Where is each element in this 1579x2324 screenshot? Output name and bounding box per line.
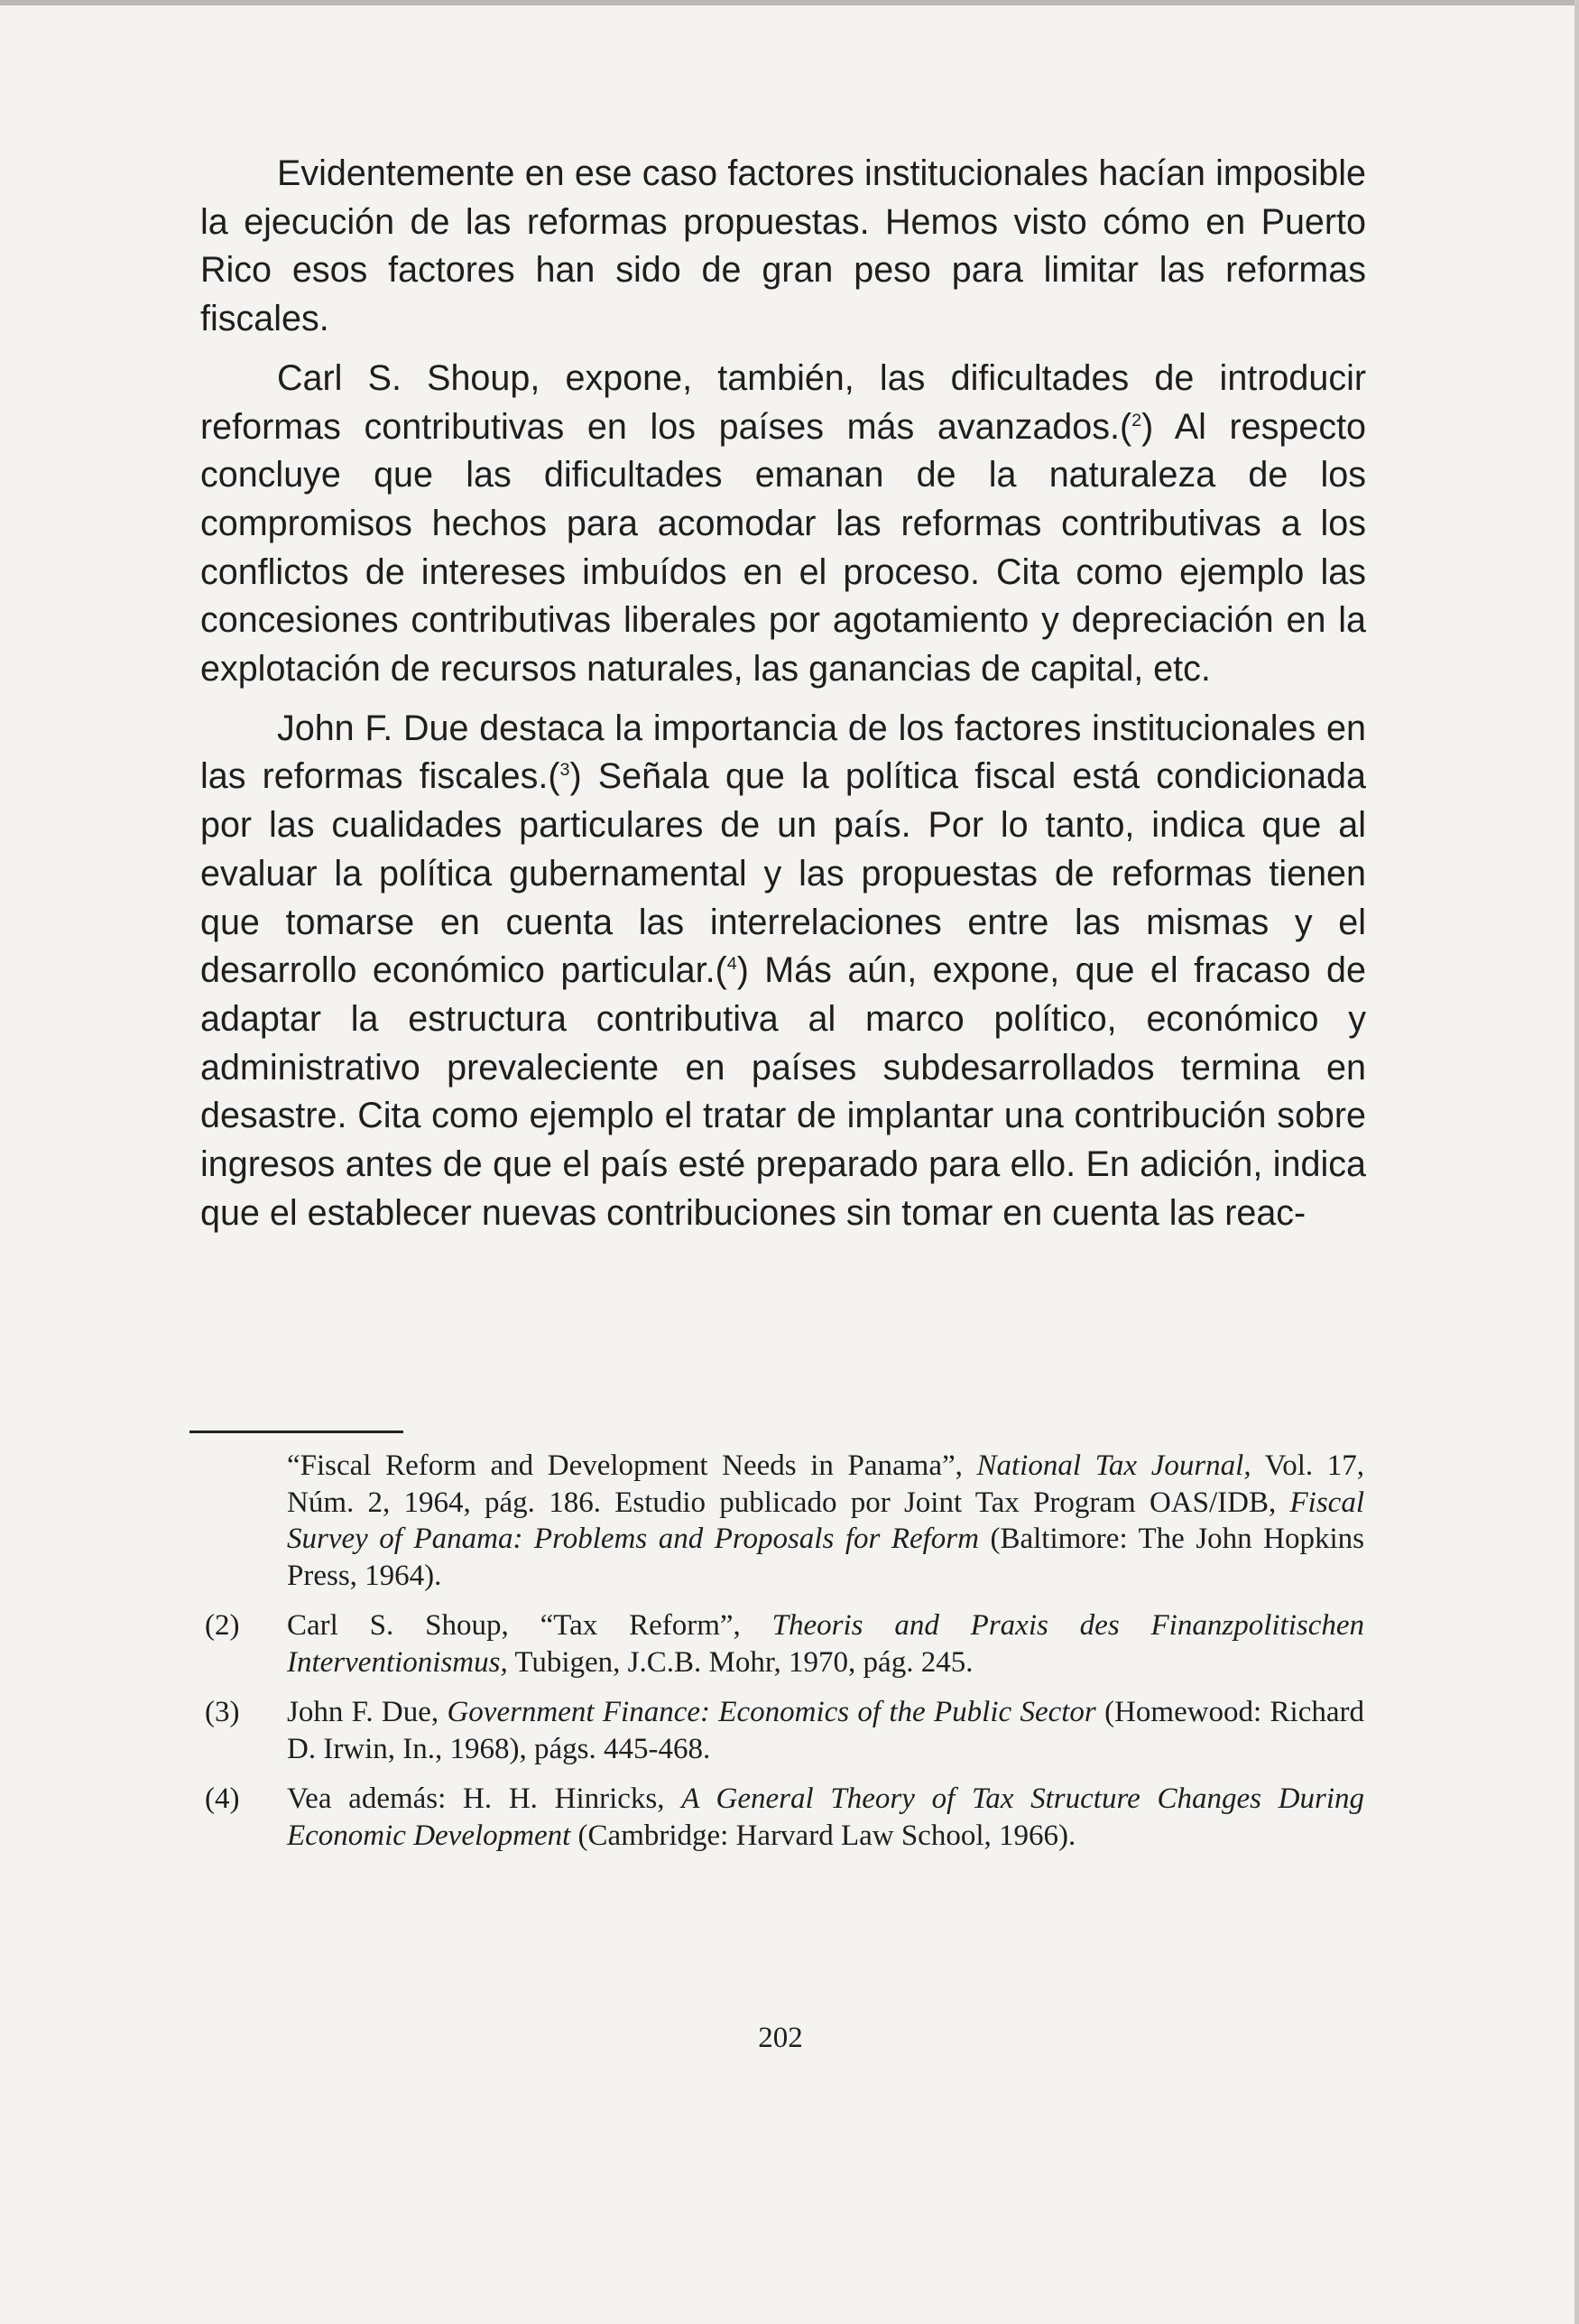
footnote-number: (3) (205, 1696, 240, 1728)
paragraph-3-part-b: ) Señala que la política fiscal está condicionada por las cualidades particulares de un país. Por lo tanto, indica que al evaluar la política gubernamental y las propuestas de reformas tienen que tomarse en cuenta las interrelaciones entre las mismas y el desarrollo económico particular.( (200, 756, 1366, 991)
footnote-text (287, 1781, 1364, 1854)
footnote-2 (199, 1607, 1364, 1681)
paragraph-3-part-c: ) Más aún, expone, que el fracaso de adaptar la estructura contributiva al marco político, económico y administrativo prevaleciente en países subdesarrollados termina en desastre. Cita como ejemplo el tratar de implantar una contribución sobre ingresos antes de que el país esté preparado para ello. En adición, indica que el establecer nuevas contribuciones sin tomar en cuenta las reac- (200, 950, 1366, 1233)
footnote-separator (189, 1431, 403, 1433)
paragraph-2 (200, 355, 1366, 694)
paragraph-1: Evidentemente en ese caso factores institucionales hacían imposible la ejecución de las reformas propuestas. Hemos visto cómo en Puerto Rico esos factores han sido de gran peso para limitar las reformas fiscales. (200, 153, 1366, 339)
footnote-2-book-title: Theoris and Praxis des Finanzpolitischen Interventionismus, (287, 1609, 1364, 1679)
footnote-4-text-a: Vea además: H. H. Hinricks, (287, 1782, 682, 1815)
footnote-1-text-c: (Baltimore: The John Hopkins Press, 1964). (287, 1523, 1364, 1592)
footnote-4-text-b: (Cambridge: Harvard Law School, 1966). (570, 1819, 1076, 1852)
footnote-4-book-title: A General Theory of Tax Structure Changes During Economic Development (287, 1782, 1364, 1852)
footnote-number (199, 1448, 287, 1594)
paragraph-3-part-a: John F. Due destaca la importancia de los factores institucionales en las reformas fiscales.( (200, 708, 1366, 797)
footnote-1-book-title: Fiscal Survey of Panama: Problems and Proposals for Reform (287, 1486, 1364, 1555)
footnote-3 (199, 1694, 1364, 1767)
footnote-text (287, 1694, 1364, 1767)
footnote-number: (4) (205, 1782, 240, 1815)
page-top-edge (0, 0, 1579, 5)
footnote-1-journal-title: National Tax Journal, (976, 1449, 1251, 1482)
footnote-2-text-a: Carl S. Shoup, “Tax Reform”, (287, 1609, 772, 1642)
page-right-edge (1574, 0, 1579, 2324)
footnote-3-text-a: John F. Due, (287, 1696, 448, 1728)
paragraph-3 (200, 705, 1366, 1238)
footnote-1-text-b: Vol. 17, Núm. 2, 1964, pág. 186. Estudio publicado por Joint Tax Program OAS/IDB, (287, 1449, 1364, 1519)
footnote-1 (199, 1448, 1364, 1594)
paragraph-2-part-b: ) Al respecto concluye que las dificultades emanan de la naturaleza de los compromisos hechos para acomodar las reformas contributivas a los conflictos de intereses imbuídos en el proceso. Cita como ejemplo las concesiones contributivas liberales por agotamiento y depreciación en la explotación de recursos naturales, las ganancias de capital, etc. (200, 406, 1367, 690)
footnote-text (287, 1607, 1364, 1681)
footnote-number: (2) (205, 1609, 240, 1642)
footnote-4 (199, 1781, 1364, 1854)
page-number: 202 (758, 2022, 803, 2054)
footnote-3-book-title: Government Finance: Economics of the Public Sector (447, 1696, 1096, 1728)
footnote-ref-2: 2 (1131, 410, 1142, 431)
footnote-ref-3: 3 (559, 760, 570, 781)
footnote-2-text-b: Tubigen, J.C.B. Mohr, 1970, pág. 245. (507, 1645, 974, 1679)
body-text (200, 150, 1366, 1248)
footnote-text (287, 1448, 1364, 1594)
footnote-ref-4: 4 (726, 954, 737, 975)
paragraph-2-part-a: Carl S. Shoup, expone, también, las dificultades de introducir reformas contributivas en los países más avanzados.( (200, 357, 1366, 447)
footnote-3-text-b: (Homewood: Richard D. Irwin, In., 1968), págs. 445-468. (287, 1696, 1364, 1765)
footnote-1-text-a: “Fiscal Reform and Development Needs in Panama”, (287, 1449, 977, 1482)
footnotes (199, 1448, 1364, 1867)
